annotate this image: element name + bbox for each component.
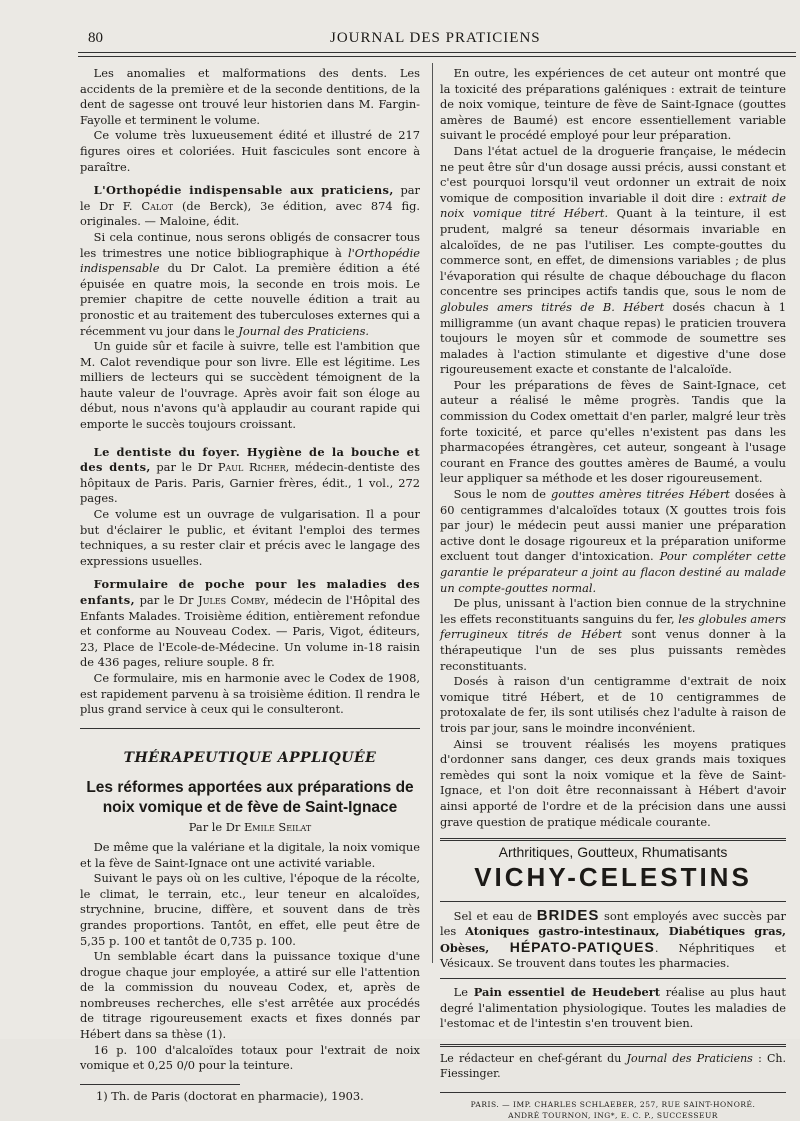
left-column bbox=[80, 66, 420, 1104]
ad-rule bbox=[440, 838, 786, 841]
article-byline: Par le Dr Emile Seilat bbox=[188, 820, 312, 835]
paragraph: 16 p. 100 d'alcaloïdes totaux pour l'extrait de noix vomique et 0,25 0/0 pour la teinture. bbox=[80, 1042, 420, 1073]
ad-heudebert bbox=[440, 979, 786, 1036]
paragraph: Ce volume très luxueusement édité et illustré de 217 figures oires et coloriées. Huit fascicules sont encore à paraître. bbox=[80, 128, 420, 174]
ad-brides-text: Sel et eau de BRIDES sont employés avec succès par les Atoniques gastro-intestinaux, Diabétiques gras, Obèses, HÉPATO-PATIQUES. Néphritiques et Vésicaux. Se trouvent dans toutes les pharmacies. bbox=[440, 906, 787, 971]
section-rule bbox=[80, 728, 420, 729]
right-column bbox=[440, 66, 786, 1121]
footnote-rule bbox=[80, 1084, 240, 1085]
paragraph: Ainsi se trouvent réalisés les moyens pratiques d'ordonner sans danger, ces deux grands mais toxiques remèdes qui sont la noix vomique et la fève de Saint-Ignace, et l'on doit être reconnaissant à Hébert d'avoir ainsi apporté de l'ordre et de la précision dans une aussi grave question de pratique médicale courante. bbox=[440, 736, 786, 829]
footnote: 1) Th. de Paris (doctorat en pharmacie), 1903. bbox=[96, 1088, 364, 1103]
paragraph: Pour les préparations de fèves de Saint-Ignace, cet auteur a réalisé le même progrès. Tandis que la commission du Codex omettait d'en parler, malgré leur très forte toxicité, et parce qu'elles n'existent pas dans les pharmacopées étrangères, cet auteur, songeant à l'usage courant en France des gouttes amères de Baumé, a voulu leur appliquer sa méthode et les doser rigoureusement. bbox=[440, 377, 786, 486]
paragraph: Un semblable écart dans la puissance toxique d'une drogue chaque jour employée, a attiré sur elle l'attention de la commission du nouveau Codex, et, après de nombreuses recherches, elle s'est arrêtée aux procédés de titrage rigoureusement exacts et fixes donnés par Hébert dans sa thèse (1). bbox=[80, 949, 420, 1042]
paragraph: Ce volume est un ouvrage de vulgarisation. Il a pour but d'éclairer le public, et évitant l'emploi des termes techniques, a su rester clair et précis avec le langage des expressions usuelles. bbox=[80, 507, 420, 568]
header-rule-2 bbox=[78, 56, 796, 57]
book-notice-dentiste: Le dentiste du foyer. Hygiène de la bouche et des dents, par le Dr Paul Richer, médecin-dentiste des hôpitaux de Paris. Paris, Garnier frères, édit., 1 vol., 272 pages. bbox=[80, 444, 420, 506]
page-number: 80 bbox=[88, 30, 103, 46]
ad-vichy-brand: VICHY-CELESTINS bbox=[474, 861, 752, 892]
ad-heudebert-text: Le Pain essentiel de Heudebert réalise au plus haut degré l'alimentation physiologique. Toutes les maladies de l'estomac et de l'intestin s'en trouvent bien. bbox=[440, 985, 786, 1031]
header-rule bbox=[78, 52, 796, 53]
paragraph: Dans l'état actuel de la droguerie française, le médecin ne peut être sûr d'un dosage aussi précis, aussi constant et c'est pourquoi lorsqu'il veut ordonner un extrait de noix vomique de composition invariable il doit dire : extrait de noix vomique titré Hébert. Quant à la teinture, il est prudent, malgré sa teneur désormais invariable en alcaloïdes, de ne pas l'utiliser. Les compte-gouttes du commerce sont, en effet, de dimensions variables ; de plus l'évaporation qui résulte de chaque débouchage du flacon concentre ses principes actifs tandis que, sous le nom de globules amers titrés de B. Hébert dosés chacun à 1 milligramme (un avant chaque repas) le praticien trouvera toujours le moyen sûr et commode de soumettre ses malades à l'action stimulante et digestive d'une dose rigoureusement exacte et constante de l'alcaloïde. bbox=[440, 143, 786, 377]
imprint-rule bbox=[440, 1092, 786, 1093]
imprint: PARIS. — IMP. CHARLES SCHLAEBER, 257, RUE SAINT-HONORÉ. ANDRÉ TOURNON, ING*, E. C. P., SUCCESSEUR bbox=[470, 1100, 756, 1121]
paragraph: De même que la valériane et la digitale, la noix vomique et la fève de Saint-Ignace ont une activité variable. bbox=[80, 839, 420, 870]
article-title: Les réformes apportées aux préparations de noix vomique et de fève de Saint-Ignace bbox=[86, 779, 414, 817]
editor-line: Le rédacteur en chef-gérant du Journal des Praticiens : Ch. Fiessinger. bbox=[440, 1051, 787, 1081]
paragraph: De plus, unissant à l'action bien connue de la strychnine les effets reconstituants sanguins du fer, les globules amers ferrugineux titrés de Hébert sont venus donner à la thérapeutique l'un de ses plus puissants remèdes reconstituants. bbox=[440, 596, 786, 673]
paragraph: Ce formulaire, mis en harmonie avec le Codex de 1908, est rapidement parvenu à sa troisième édition. Il rendra le plus grand service à ceux qui le consulteront. bbox=[80, 670, 420, 717]
running-head: JOURNAL DES PRATICIENS bbox=[330, 30, 541, 46]
book-notice-formulaire: Formulaire de poche pour les maladies des enfants, par le Dr Jules Comby, médecin de l'Hôpital des Enfants Malades. Troisième édition, entièrement refondue et conforme au Nouveau Codex. — Paris, Vigot, éditeurs, 23, Place de l'Ecole-de-Médecine. Un volume in-18 raisin de 436 pages, reliure souple. 8 fr. bbox=[80, 577, 420, 670]
paragraph: Suivant le pays où on les cultive, l'époque de la récolte, le climat, le terrain, etc., leur teneur en alcaloïdes, strychnine, brucine, diffère, et souvent dans de très grandes proportions. Tantôt, en effet, elle peut être de 5,35 p. 100 et tantôt de 0,735 p. 100. bbox=[80, 871, 420, 948]
column-rule bbox=[432, 63, 433, 963]
paragraph: Si cela continue, nous serons obligés de consacrer tous les trimestres une notice bibliographique à l'Orthopédie indispensable du Dr Calot. La première édition a été épuisée en quatre mois, la seconde en trois mois. Le premier chapitre de cette nouvelle édition a trait au pronostic et au traitement des tuberculoses externes qui a récemment vu jour dans le Journal des Praticiens. bbox=[80, 229, 420, 338]
paragraph: En outre, les expériences de cet auteur ont montré que la toxicité des préparations galéniques : extrait de teinture de noix vomique, teinture de fève de Saint-Ignace (gouttes amères de Baumé) est encore essentiellement variable suivant le procédé employé pour leur préparation. bbox=[440, 66, 786, 143]
paragraph: Un guide sûr et facile à suivre, telle est l'ambition que M. Calot revendique pour son livre. Elle est légitime. Les milliers de lecteurs qui se succèdent témoignent de la haute valeur de l'ouvrage. Après avoir fait son éloge au début, nous n'avons qu'à applaudir au courant rapide qui emporte le succès toujours croissant. bbox=[80, 339, 420, 432]
book-notice-orthopedie: L'Orthopédie indispensable aux praticiens, par le Dr F. Calot (de Berck), 3e édition, avec 874 fig. originales. — Maloine, édit. bbox=[80, 183, 420, 229]
paragraph: Les anomalies et malformations des dents. Les accidents de la première et de la seconde dentitions, de la dent de sagesse ont trouvé leur historien dans M. Fargin-Fayolle et terminent le volume. bbox=[80, 66, 420, 127]
section-heading: THÉRAPEUTIQUE APPLIQUÉE bbox=[123, 749, 377, 766]
paragraph: Dosés à raison d'un centigramme d'extrait de noix vomique titré Hébert, et de 10 centigrammes de protoxalate de fer, ils sont utilisés chez l'adulte à raison de trois par jour, sans le moindre inconvénient. bbox=[440, 674, 786, 735]
paragraph: Sous le nom de gouttes amères titrées Hébert dosées à 60 centigrammes d'alcaloïdes totaux (X gouttes trois fois par jour) le médecin peut aussi manier une préparation active dont le dosage rigoureux et la préparation uniforme excluent tout danger d'intoxication. Pour compléter cette garantie le préparateur a joint au flacon destiné au malade un compte-gouttes normal. bbox=[440, 487, 787, 595]
ad-vichy-line: Arthritiques, Goutteux, Rhumatisants bbox=[498, 844, 728, 861]
ad-brides bbox=[440, 901, 786, 979]
colophon-rule bbox=[440, 1044, 786, 1047]
